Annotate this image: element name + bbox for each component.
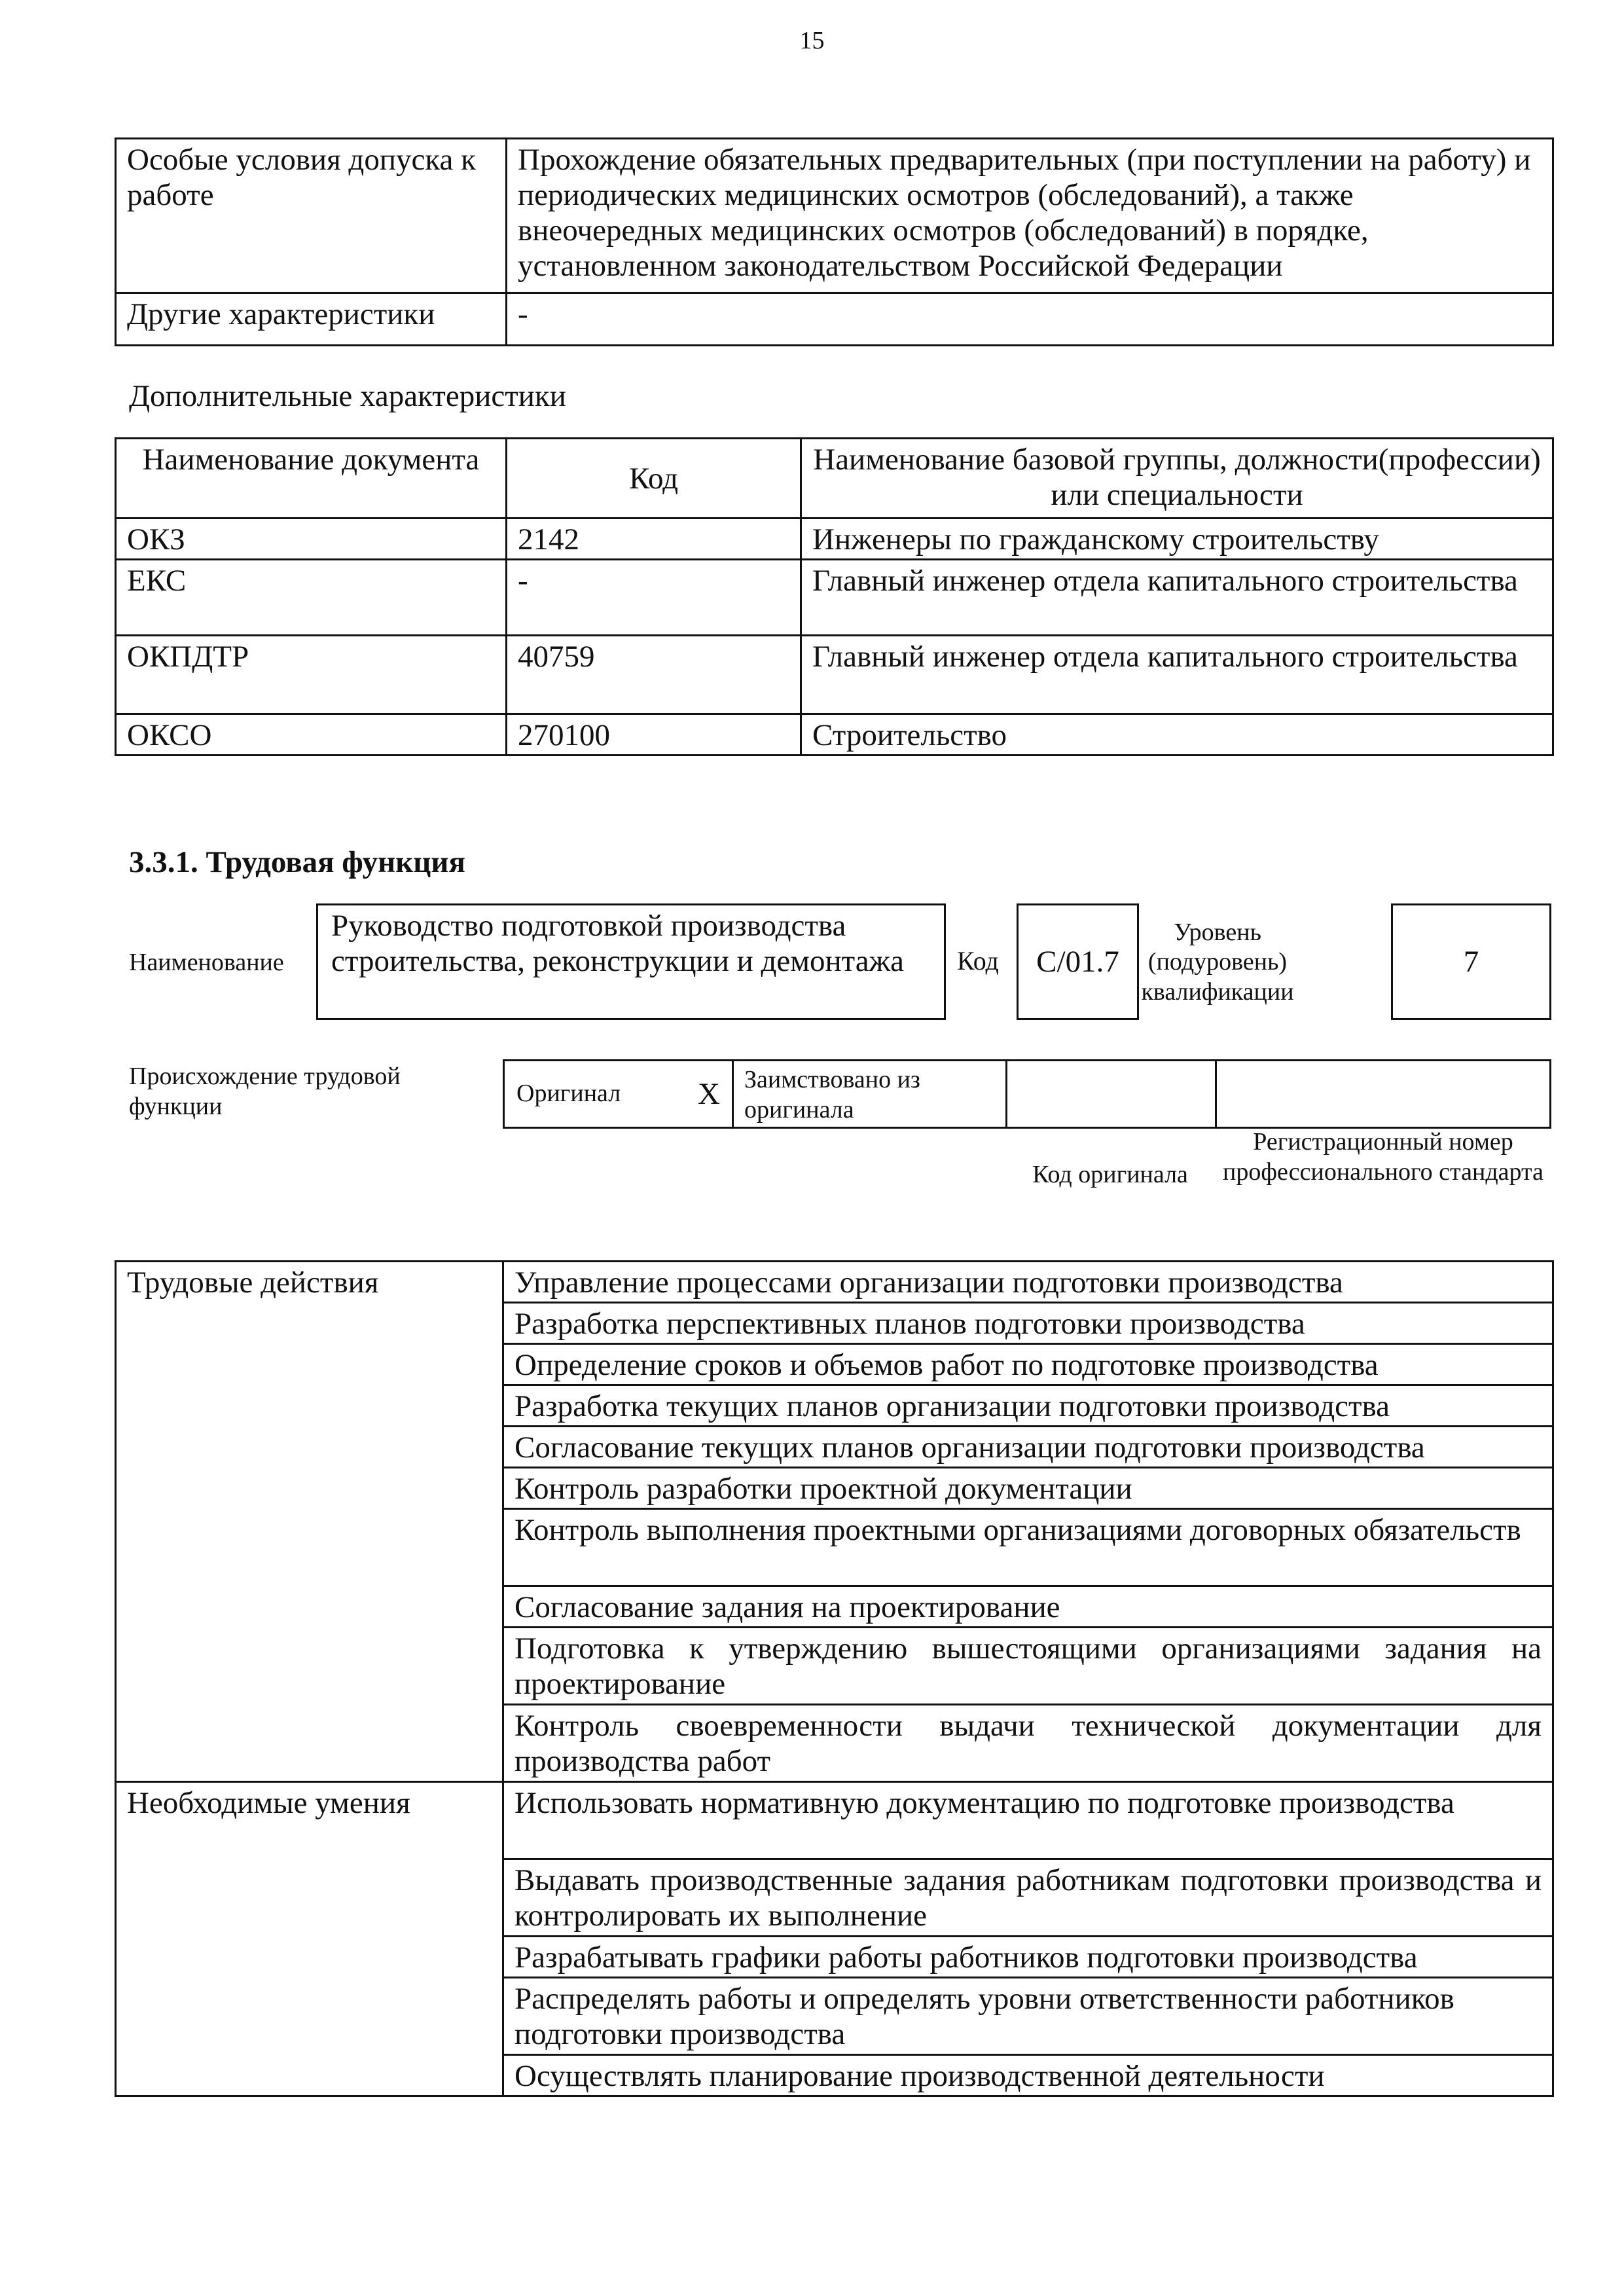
origin-original-cell bbox=[505, 1061, 734, 1127]
skills-label: Необходимые умения bbox=[116, 1782, 503, 2096]
cell-doc: ЕКС bbox=[116, 560, 507, 636]
admission-label: Особые условия допуска к работе bbox=[116, 139, 507, 293]
original-label: Оригинал bbox=[516, 1080, 621, 1108]
action-item: Контроль своевременности выдачи технической документации для производства работ bbox=[503, 1705, 1553, 1782]
origin-row bbox=[503, 1059, 1551, 1129]
header-name: Наименование базовой группы, должности(профессии) или специальности bbox=[801, 439, 1553, 519]
function-name-box bbox=[316, 903, 946, 1020]
function-name-value: Руководство подготовкой производства строительства, реконструкции и демонтажа bbox=[331, 909, 904, 979]
cell-name: Главный инженер отдела капитального строительства bbox=[801, 636, 1553, 714]
origin-reg-cell bbox=[1217, 1061, 1549, 1127]
table-row bbox=[116, 293, 1553, 346]
cell-name: Строительство bbox=[801, 714, 1553, 756]
other-value: - bbox=[507, 293, 1553, 346]
additional-caption: Дополнительные характеристики bbox=[129, 379, 566, 413]
table-row bbox=[116, 1262, 1553, 1303]
table-row bbox=[116, 714, 1553, 756]
level-label: Уровень (подуровень) квалификации bbox=[1141, 918, 1294, 1006]
functions-table bbox=[115, 1260, 1554, 2097]
origin-borrowed-cell bbox=[734, 1061, 1007, 1127]
cell-code: 270100 bbox=[507, 714, 801, 756]
cell-doc: ОКЗ bbox=[116, 519, 507, 560]
cell-doc: ОКПДТР bbox=[116, 636, 507, 714]
table-row bbox=[116, 139, 1553, 293]
cell-code: 2142 bbox=[507, 519, 801, 560]
table-row bbox=[116, 1782, 1553, 1859]
reg-number-caption: Регистрационный номер профессионального стандарта bbox=[1223, 1128, 1543, 1186]
action-item: Разработка текущих планов организации подготовки производства bbox=[503, 1385, 1553, 1427]
table-row bbox=[116, 560, 1553, 636]
skill-item: Распределять работы и определять уровни ответственности работников подготовки производства bbox=[503, 1978, 1553, 2055]
table-row bbox=[116, 636, 1553, 714]
cell-name: Главный инженер отдела капитального строительства bbox=[801, 560, 1553, 636]
header-code: Код bbox=[507, 439, 801, 519]
function-code-value: C/01.7 bbox=[1036, 945, 1119, 979]
cell-name: Инженеры по гражданскому строительству bbox=[801, 519, 1553, 560]
skill-item: Разрабатывать графики работы работников подготовки производства bbox=[503, 1937, 1553, 1978]
skill-item: Осуществлять планирование производственной деятельности bbox=[503, 2055, 1553, 2096]
action-item: Согласование текущих планов организации подготовки производства bbox=[503, 1427, 1553, 1468]
additional-table bbox=[115, 437, 1554, 756]
function-code-label: Код bbox=[957, 946, 999, 975]
code-original-caption: Код оригинала bbox=[1032, 1161, 1188, 1189]
table-row bbox=[116, 519, 1553, 560]
level-box bbox=[1391, 903, 1551, 1020]
cell-doc: ОКСО bbox=[116, 714, 507, 756]
actions-label: Трудовые действия bbox=[116, 1262, 503, 1782]
origin-label: Происхождение трудовой функции bbox=[129, 1063, 401, 1120]
function-name-label: Наименование bbox=[129, 949, 284, 976]
skill-item: Выдавать производственные задания работникам подготовки производства и контролировать их выполнение bbox=[503, 1859, 1553, 1937]
action-item: Определение сроков и объемов работ по подготовке производства bbox=[503, 1344, 1553, 1385]
action-item: Контроль выполнения проектными организациями договорных обязательств bbox=[503, 1509, 1553, 1586]
origin-code-cell bbox=[1007, 1061, 1217, 1127]
action-item: Разработка перспективных планов подготовки производства bbox=[503, 1303, 1553, 1344]
action-item: Согласование задания на проектирование bbox=[503, 1586, 1553, 1628]
skill-item: Использовать нормативную документацию по подготовке производства bbox=[503, 1782, 1553, 1859]
section-heading: 3.3.1. Трудовая функция bbox=[129, 845, 465, 879]
original-mark: X bbox=[698, 1077, 720, 1111]
page-number: 15 bbox=[799, 27, 825, 54]
admission-table bbox=[115, 137, 1554, 346]
cell-code: - bbox=[507, 560, 801, 636]
action-item: Управление процессами организации подготовки производства bbox=[503, 1262, 1553, 1303]
function-code-box bbox=[1017, 903, 1139, 1020]
action-item: Контроль разработки проектной документации bbox=[503, 1468, 1553, 1509]
cell-code: 40759 bbox=[507, 636, 801, 714]
level-value: 7 bbox=[1463, 945, 1479, 979]
action-item: Подготовка к утверждению вышестоящими организациями задания на проектирование bbox=[503, 1628, 1553, 1705]
header-doc: Наименование документа bbox=[116, 439, 507, 519]
other-label: Другие характеристики bbox=[116, 293, 507, 346]
table-header-row bbox=[116, 439, 1553, 519]
borrowed-label: Заимствовано из оригинала bbox=[744, 1066, 920, 1123]
admission-value: Прохождение обязательных предварительных (при поступлении на работу) и периодических медицинских осмотров (обследований), а также внеочередных медицинских осмотров (обследований) в порядке, установленном законодательством Российской Федерации bbox=[507, 139, 1553, 293]
